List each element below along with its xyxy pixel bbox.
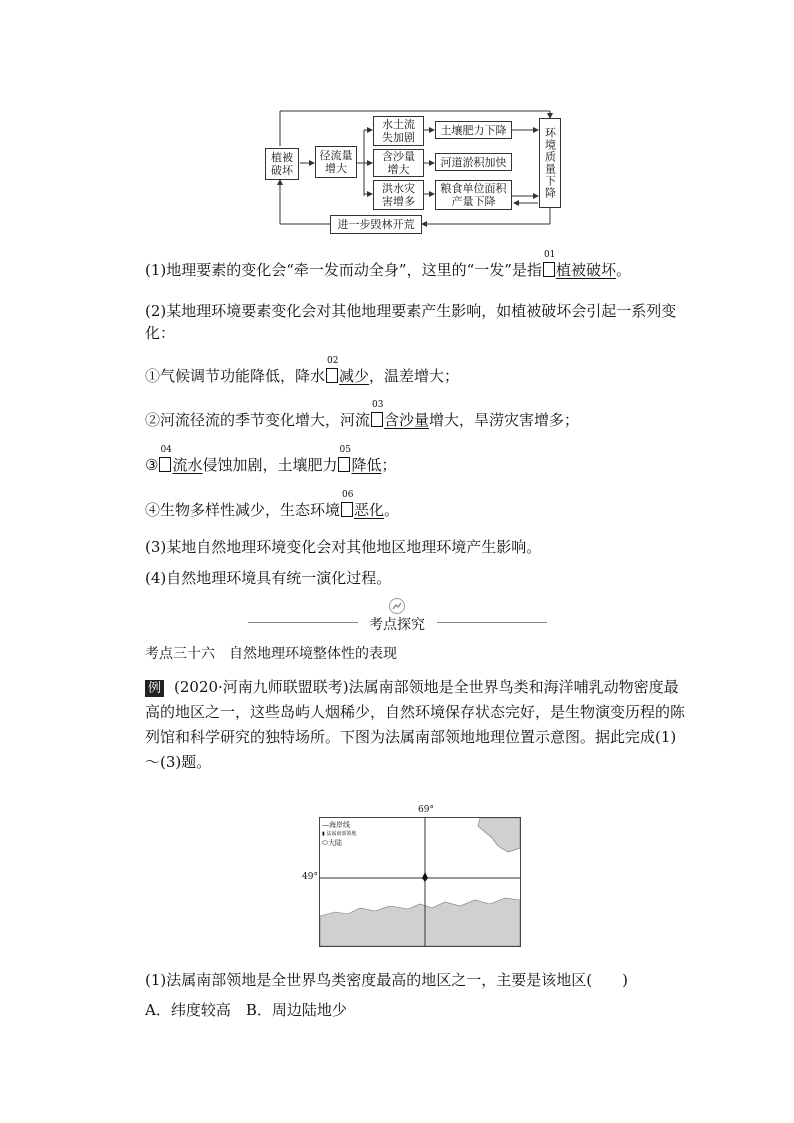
legend-coastline-label: 海岸线 (329, 821, 350, 829)
map-lat-label: 49° (302, 872, 318, 882)
legend-territory: ▮ 法属南部领地 (322, 831, 357, 837)
node-fertility-label: 土壤肥力下降 (440, 123, 507, 137)
point-2: (2)某地理环境要素变化会对其他地理要素产生影响，如植被破坏会引起一系列变化： (145, 302, 677, 342)
change-2 (145, 400, 580, 430)
example-badge: 例 (145, 680, 164, 697)
legend-continent: ⬭大陆 (322, 839, 342, 847)
legend-coastline: —海岸线 (322, 821, 350, 829)
point-1-end: 。 (615, 261, 631, 279)
point-1-text: (1)地理要素的变化会“牵一发而动全身”，这里的“一发”是指 (145, 261, 542, 279)
node-fertility (435, 121, 512, 139)
change-3-text: ③ (145, 456, 159, 474)
example-paragraph (145, 675, 690, 775)
node-sediment (373, 149, 424, 177)
node-siltation (435, 153, 512, 171)
answer-water: 流水 (172, 456, 203, 474)
trend-icon (389, 598, 405, 614)
node-soil-erosion (373, 116, 424, 146)
question-1-options: A．纬度较高 B．周边陆地少 (145, 1001, 347, 1019)
node-environment (539, 118, 561, 208)
answer-blank-04 (159, 445, 172, 472)
section-title: 考点探究 (369, 617, 425, 633)
node-vegetation (265, 148, 299, 180)
example-text: (2020·河南九师联盟联考)法属南部领地是全世界鸟类和海洋哺乳动物密度最高的地区之一，这些岛屿人烟稀少，自然环境保存状态完好，是生物演变历程的陈列馆和科学研究的独特场所。下图为法属南部领地地理位置示意图。据此完成(1)～(3)题。 (145, 678, 686, 771)
answer-blank-02 (326, 356, 339, 383)
change-4-text: ④生物多样性减少，生态环境 (145, 501, 341, 519)
divider-right (437, 622, 547, 623)
blank-number: 05 (339, 445, 351, 455)
question-1: (1)法属南部领地是全世界鸟类密度最高的地区之一，主要是该地区( ) (145, 971, 628, 989)
divider-left (248, 622, 358, 623)
change-3 (145, 445, 397, 475)
change-4 (145, 490, 400, 520)
blank-number: 03 (372, 400, 384, 410)
change-3-end: ； (381, 456, 397, 474)
node-grain-label: 粮食单位面积产量下降 (440, 182, 507, 208)
node-grain (435, 180, 512, 210)
node-runoff-label: 径流量增大 (319, 149, 353, 175)
answer-blank-03 (371, 400, 384, 427)
node-deforest-label: 进一步毁林开荒 (337, 218, 415, 231)
flowchart (262, 108, 562, 238)
blank-number: 04 (160, 445, 172, 455)
map-legend (322, 821, 362, 848)
node-flood (373, 180, 424, 210)
node-environment-label: 环境质量下降 (543, 127, 557, 199)
change-2-text: ②河流径流的季节变化增大，河流 (145, 411, 371, 429)
answer-blank-05 (338, 445, 351, 472)
node-soil-erosion-label: 水土流失加剧 (382, 118, 415, 144)
point-1 (145, 250, 631, 280)
change-2-end: 增大，旱涝灾害增多； (429, 411, 580, 429)
node-runoff (315, 146, 357, 178)
answer-precip: 减少 (339, 367, 370, 385)
change-3-mid: 侵蚀加剧，土壤肥力 (202, 456, 338, 474)
location-map (319, 817, 521, 947)
blank-number: 02 (327, 356, 339, 366)
legend-continent-label: 大陆 (327, 839, 342, 847)
change-1-end: ，温差增大； (369, 367, 460, 385)
answer-blank-01 (543, 250, 556, 277)
node-sediment-label: 含沙量增大 (382, 150, 415, 176)
answer-vegetation: 植被破坏 (555, 261, 616, 279)
point-4: (4)自然地理环境具有统一演化过程。 (145, 569, 392, 587)
node-flood-label: 洪水灾害增多 (382, 182, 415, 208)
blank-number: 06 (342, 490, 354, 500)
node-siltation-label: 河道淤积加快 (440, 155, 507, 169)
legend-territory-label: 法属南部领地 (326, 831, 357, 837)
map-lon-label: 69° (418, 805, 434, 815)
node-vegetation-label: 植被破坏 (271, 151, 293, 177)
point-3: (3)某地自然地理环境变化会对其他地区地理环境产生影响。 (145, 538, 542, 556)
answer-environment: 恶化 (354, 501, 385, 519)
change-1-text: ①气候调节功能降低，降水 (145, 367, 326, 385)
topic-heading: 考点三十六 自然地理环境整体性的表现 (145, 646, 397, 662)
change-4-end: 。 (384, 501, 400, 519)
node-deforest (330, 215, 422, 234)
answer-blank-06 (341, 490, 354, 517)
answer-sediment: 含沙量 (384, 411, 430, 429)
blank-number: 01 (543, 250, 556, 260)
answer-fertility: 降低 (351, 456, 382, 474)
change-1 (145, 356, 460, 386)
